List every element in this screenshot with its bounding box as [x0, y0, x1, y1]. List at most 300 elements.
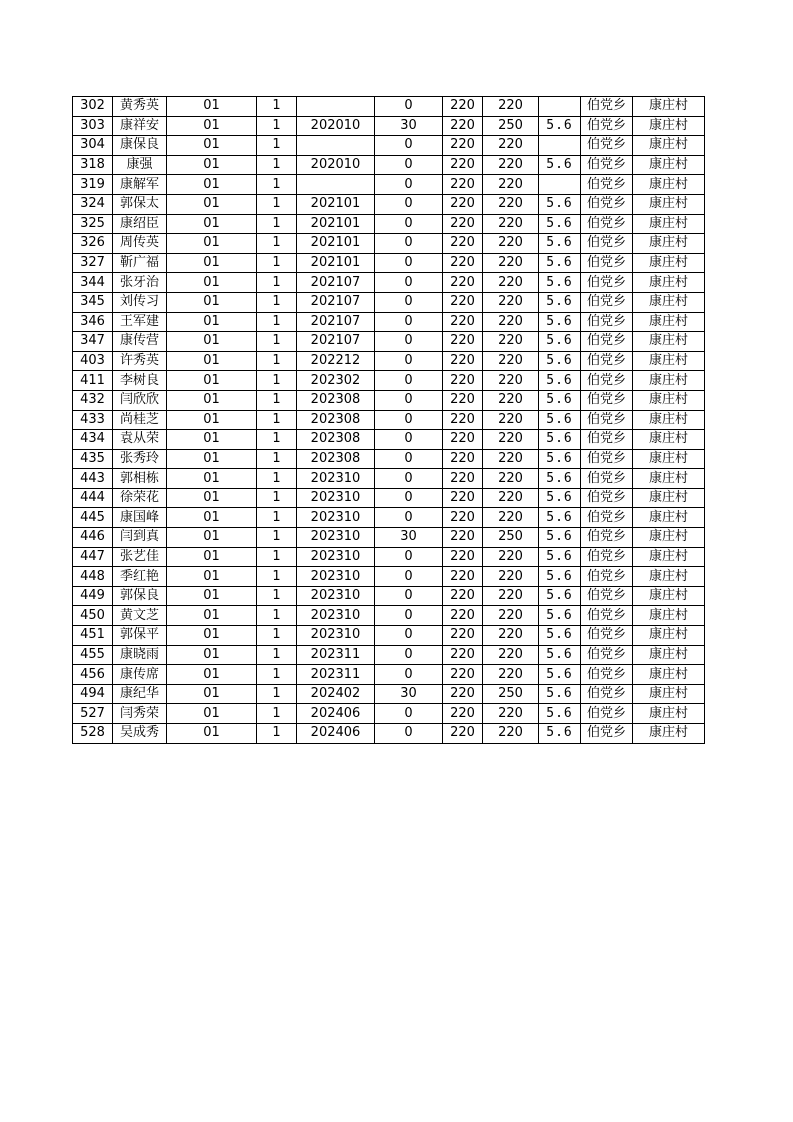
cell-person-name: 张艺佳	[113, 547, 167, 567]
table-body	[73, 97, 705, 744]
cell-base-amount: 220	[443, 351, 483, 371]
cell-person-name: 张牙治	[113, 273, 167, 293]
cell-row-number: 455	[73, 645, 113, 665]
cell-row-number: 444	[73, 488, 113, 508]
cell-base-amount: 220	[443, 136, 483, 156]
cell-village: 康庄村	[633, 253, 705, 273]
cell-rate: 5.6	[539, 194, 581, 214]
cell-village: 康庄村	[633, 567, 705, 587]
cell-extra-amount: 0	[375, 430, 443, 450]
cell-rate: 5.6	[539, 116, 581, 136]
cell-township: 伯党乡	[581, 234, 633, 254]
table-row	[73, 155, 705, 175]
cell-person-name: 康祥安	[113, 116, 167, 136]
cell-township: 伯党乡	[581, 332, 633, 352]
cell-start-month: 202101	[297, 234, 375, 254]
cell-township: 伯党乡	[581, 547, 633, 567]
cell-village: 康庄村	[633, 528, 705, 548]
cell-township: 伯党乡	[581, 586, 633, 606]
cell-count: 1	[257, 371, 297, 391]
cell-start-month	[297, 175, 375, 195]
cell-rate: 5.6	[539, 528, 581, 548]
table-row	[73, 704, 705, 724]
cell-extra-amount: 0	[375, 97, 443, 117]
cell-row-number: 403	[73, 351, 113, 371]
cell-total-amount: 220	[483, 312, 539, 332]
cell-count: 1	[257, 194, 297, 214]
cell-base-amount: 220	[443, 292, 483, 312]
table-row	[73, 175, 705, 195]
cell-count: 1	[257, 175, 297, 195]
cell-count: 1	[257, 724, 297, 744]
cell-count: 1	[257, 469, 297, 489]
cell-category-code: 01	[167, 508, 257, 528]
cell-township: 伯党乡	[581, 626, 633, 646]
cell-person-name: 刘传习	[113, 292, 167, 312]
cell-count: 1	[257, 704, 297, 724]
cell-township: 伯党乡	[581, 371, 633, 391]
cell-extra-amount: 0	[375, 155, 443, 175]
cell-category-code: 01	[167, 626, 257, 646]
cell-row-number: 448	[73, 567, 113, 587]
cell-base-amount: 220	[443, 155, 483, 175]
cell-base-amount: 220	[443, 175, 483, 195]
cell-base-amount: 220	[443, 469, 483, 489]
cell-township: 伯党乡	[581, 430, 633, 450]
cell-row-number: 318	[73, 155, 113, 175]
cell-extra-amount: 0	[375, 390, 443, 410]
cell-township: 伯党乡	[581, 155, 633, 175]
table-row	[73, 253, 705, 273]
cell-count: 1	[257, 547, 297, 567]
cell-person-name: 郭保太	[113, 194, 167, 214]
table-row	[73, 136, 705, 156]
cell-village: 康庄村	[633, 449, 705, 469]
cell-count: 1	[257, 606, 297, 626]
cell-row-number: 446	[73, 528, 113, 548]
cell-count: 1	[257, 155, 297, 175]
cell-category-code: 01	[167, 234, 257, 254]
cell-extra-amount: 0	[375, 371, 443, 391]
cell-row-number: 456	[73, 665, 113, 685]
cell-township: 伯党乡	[581, 469, 633, 489]
cell-base-amount: 220	[443, 234, 483, 254]
cell-rate: 5.6	[539, 469, 581, 489]
cell-rate: 5.6	[539, 606, 581, 626]
cell-count: 1	[257, 390, 297, 410]
cell-start-month: 202308	[297, 390, 375, 410]
cell-start-month: 202107	[297, 292, 375, 312]
cell-start-month: 202402	[297, 684, 375, 704]
cell-count: 1	[257, 97, 297, 117]
cell-count: 1	[257, 645, 297, 665]
cell-township: 伯党乡	[581, 253, 633, 273]
cell-base-amount: 220	[443, 508, 483, 528]
cell-count: 1	[257, 488, 297, 508]
cell-extra-amount: 0	[375, 194, 443, 214]
cell-start-month: 202101	[297, 253, 375, 273]
cell-village: 康庄村	[633, 547, 705, 567]
cell-count: 1	[257, 116, 297, 136]
cell-start-month: 202107	[297, 312, 375, 332]
cell-total-amount: 220	[483, 175, 539, 195]
cell-total-amount: 220	[483, 292, 539, 312]
cell-rate: 5.6	[539, 292, 581, 312]
cell-village: 康庄村	[633, 214, 705, 234]
cell-base-amount: 220	[443, 312, 483, 332]
cell-total-amount: 220	[483, 273, 539, 293]
cell-total-amount: 220	[483, 214, 539, 234]
cell-row-number: 435	[73, 449, 113, 469]
table-row	[73, 528, 705, 548]
cell-base-amount: 220	[443, 390, 483, 410]
cell-township: 伯党乡	[581, 97, 633, 117]
cell-total-amount: 220	[483, 645, 539, 665]
cell-person-name: 康传席	[113, 665, 167, 685]
cell-rate: 5.6	[539, 332, 581, 352]
cell-township: 伯党乡	[581, 449, 633, 469]
cell-extra-amount: 0	[375, 214, 443, 234]
table-row	[73, 626, 705, 646]
table-row	[73, 312, 705, 332]
cell-total-amount: 250	[483, 116, 539, 136]
cell-total-amount: 220	[483, 665, 539, 685]
cell-count: 1	[257, 665, 297, 685]
cell-start-month: 202310	[297, 547, 375, 567]
cell-category-code: 01	[167, 97, 257, 117]
cell-village: 康庄村	[633, 704, 705, 724]
table-row	[73, 724, 705, 744]
cell-extra-amount: 0	[375, 273, 443, 293]
cell-count: 1	[257, 351, 297, 371]
cell-category-code: 01	[167, 194, 257, 214]
cell-village: 康庄村	[633, 97, 705, 117]
cell-person-name: 郭保良	[113, 586, 167, 606]
cell-category-code: 01	[167, 273, 257, 293]
cell-township: 伯党乡	[581, 410, 633, 430]
cell-count: 1	[257, 528, 297, 548]
cell-category-code: 01	[167, 214, 257, 234]
cell-start-month: 202311	[297, 665, 375, 685]
cell-category-code: 01	[167, 175, 257, 195]
cell-township: 伯党乡	[581, 724, 633, 744]
cell-category-code: 01	[167, 528, 257, 548]
cell-row-number: 433	[73, 410, 113, 430]
cell-extra-amount: 0	[375, 292, 443, 312]
cell-village: 康庄村	[633, 155, 705, 175]
cell-village: 康庄村	[633, 194, 705, 214]
cell-rate: 5.6	[539, 371, 581, 391]
cell-rate: 5.6	[539, 214, 581, 234]
cell-extra-amount: 0	[375, 449, 443, 469]
cell-base-amount: 220	[443, 547, 483, 567]
cell-base-amount: 220	[443, 410, 483, 430]
cell-base-amount: 220	[443, 214, 483, 234]
cell-total-amount: 220	[483, 234, 539, 254]
cell-start-month: 202310	[297, 508, 375, 528]
cell-start-month: 202310	[297, 586, 375, 606]
cell-base-amount: 220	[443, 97, 483, 117]
cell-start-month: 202311	[297, 645, 375, 665]
table-row	[73, 488, 705, 508]
cell-township: 伯党乡	[581, 312, 633, 332]
cell-person-name: 王军建	[113, 312, 167, 332]
cell-extra-amount: 0	[375, 645, 443, 665]
cell-township: 伯党乡	[581, 390, 633, 410]
cell-row-number: 411	[73, 371, 113, 391]
cell-extra-amount: 0	[375, 626, 443, 646]
cell-base-amount: 220	[443, 488, 483, 508]
cell-person-name: 李树良	[113, 371, 167, 391]
cell-row-number: 447	[73, 547, 113, 567]
table-row	[73, 665, 705, 685]
cell-row-number: 432	[73, 390, 113, 410]
cell-category-code: 01	[167, 704, 257, 724]
cell-count: 1	[257, 234, 297, 254]
cell-category-code: 01	[167, 371, 257, 391]
cell-count: 1	[257, 253, 297, 273]
cell-extra-amount: 0	[375, 253, 443, 273]
cell-village: 康庄村	[633, 292, 705, 312]
cell-person-name: 闫欣欣	[113, 390, 167, 410]
cell-person-name: 靳广福	[113, 253, 167, 273]
cell-total-amount: 220	[483, 586, 539, 606]
cell-village: 康庄村	[633, 430, 705, 450]
cell-person-name: 康保良	[113, 136, 167, 156]
cell-row-number: 346	[73, 312, 113, 332]
cell-extra-amount: 0	[375, 332, 443, 352]
cell-rate: 5.6	[539, 724, 581, 744]
cell-category-code: 01	[167, 684, 257, 704]
cell-base-amount: 220	[443, 586, 483, 606]
table-row	[73, 234, 705, 254]
cell-start-month: 202101	[297, 214, 375, 234]
cell-start-month: 202406	[297, 704, 375, 724]
cell-category-code: 01	[167, 155, 257, 175]
cell-person-name: 袁从荣	[113, 430, 167, 450]
cell-village: 康庄村	[633, 116, 705, 136]
cell-person-name: 张秀玲	[113, 449, 167, 469]
cell-row-number: 445	[73, 508, 113, 528]
cell-township: 伯党乡	[581, 214, 633, 234]
cell-village: 康庄村	[633, 234, 705, 254]
cell-rate: 5.6	[539, 253, 581, 273]
cell-village: 康庄村	[633, 273, 705, 293]
cell-person-name: 尚桂芝	[113, 410, 167, 430]
cell-category-code: 01	[167, 332, 257, 352]
table-row	[73, 273, 705, 293]
cell-person-name: 许秀英	[113, 351, 167, 371]
cell-rate: 5.6	[539, 234, 581, 254]
cell-extra-amount: 30	[375, 528, 443, 548]
cell-township: 伯党乡	[581, 273, 633, 293]
cell-township: 伯党乡	[581, 508, 633, 528]
cell-category-code: 01	[167, 116, 257, 136]
cell-category-code: 01	[167, 430, 257, 450]
cell-base-amount: 220	[443, 606, 483, 626]
cell-rate: 5.6	[539, 312, 581, 332]
cell-rate: 5.6	[539, 273, 581, 293]
cell-extra-amount: 0	[375, 508, 443, 528]
cell-person-name: 康绍臣	[113, 214, 167, 234]
cell-base-amount: 220	[443, 645, 483, 665]
cell-start-month: 202310	[297, 567, 375, 587]
cell-base-amount: 220	[443, 194, 483, 214]
cell-base-amount: 220	[443, 449, 483, 469]
cell-extra-amount: 0	[375, 665, 443, 685]
cell-row-number: 449	[73, 586, 113, 606]
cell-row-number: 527	[73, 704, 113, 724]
cell-start-month	[297, 136, 375, 156]
cell-total-amount: 220	[483, 724, 539, 744]
cell-count: 1	[257, 567, 297, 587]
cell-category-code: 01	[167, 724, 257, 744]
cell-extra-amount: 0	[375, 410, 443, 430]
cell-row-number: 345	[73, 292, 113, 312]
table-row	[73, 97, 705, 117]
cell-rate: 5.6	[539, 351, 581, 371]
cell-person-name: 闫到真	[113, 528, 167, 548]
cell-base-amount: 220	[443, 626, 483, 646]
cell-category-code: 01	[167, 312, 257, 332]
cell-category-code: 01	[167, 292, 257, 312]
cell-base-amount: 220	[443, 253, 483, 273]
cell-base-amount: 220	[443, 724, 483, 744]
cell-extra-amount: 0	[375, 724, 443, 744]
cell-total-amount: 220	[483, 547, 539, 567]
cell-rate: 5.6	[539, 410, 581, 430]
cell-township: 伯党乡	[581, 175, 633, 195]
cell-total-amount: 220	[483, 430, 539, 450]
cell-village: 康庄村	[633, 175, 705, 195]
table-row	[73, 430, 705, 450]
cell-count: 1	[257, 586, 297, 606]
cell-rate: 5.6	[539, 430, 581, 450]
cell-category-code: 01	[167, 469, 257, 489]
cell-count: 1	[257, 312, 297, 332]
cell-total-amount: 250	[483, 684, 539, 704]
cell-start-month: 202308	[297, 410, 375, 430]
cell-person-name: 黄文芝	[113, 606, 167, 626]
cell-total-amount: 220	[483, 351, 539, 371]
table-row	[73, 469, 705, 489]
cell-village: 康庄村	[633, 684, 705, 704]
cell-total-amount: 220	[483, 704, 539, 724]
cell-village: 康庄村	[633, 606, 705, 626]
cell-count: 1	[257, 449, 297, 469]
table-row	[73, 351, 705, 371]
cell-row-number: 434	[73, 430, 113, 450]
cell-township: 伯党乡	[581, 292, 633, 312]
cell-category-code: 01	[167, 586, 257, 606]
cell-row-number: 443	[73, 469, 113, 489]
cell-extra-amount: 0	[375, 351, 443, 371]
cell-start-month: 202310	[297, 626, 375, 646]
cell-rate: 5.6	[539, 645, 581, 665]
cell-start-month: 202101	[297, 194, 375, 214]
cell-row-number: 450	[73, 606, 113, 626]
cell-category-code: 01	[167, 665, 257, 685]
cell-total-amount: 220	[483, 626, 539, 646]
cell-person-name: 康传营	[113, 332, 167, 352]
cell-count: 1	[257, 684, 297, 704]
cell-count: 1	[257, 508, 297, 528]
cell-person-name: 郭保平	[113, 626, 167, 646]
cell-category-code: 01	[167, 547, 257, 567]
cell-count: 1	[257, 430, 297, 450]
cell-row-number: 327	[73, 253, 113, 273]
cell-row-number: 303	[73, 116, 113, 136]
cell-village: 康庄村	[633, 136, 705, 156]
cell-base-amount: 220	[443, 430, 483, 450]
cell-row-number: 304	[73, 136, 113, 156]
cell-category-code: 01	[167, 449, 257, 469]
cell-person-name: 吴成秀	[113, 724, 167, 744]
cell-row-number: 325	[73, 214, 113, 234]
table-row	[73, 332, 705, 352]
cell-extra-amount: 0	[375, 567, 443, 587]
cell-extra-amount: 0	[375, 488, 443, 508]
cell-township: 伯党乡	[581, 704, 633, 724]
cell-total-amount: 220	[483, 253, 539, 273]
cell-total-amount: 220	[483, 390, 539, 410]
cell-category-code: 01	[167, 488, 257, 508]
cell-category-code: 01	[167, 390, 257, 410]
cell-township: 伯党乡	[581, 528, 633, 548]
cell-township: 伯党乡	[581, 488, 633, 508]
table-row	[73, 684, 705, 704]
cell-extra-amount: 0	[375, 175, 443, 195]
cell-base-amount: 220	[443, 371, 483, 391]
table-row	[73, 567, 705, 587]
cell-village: 康庄村	[633, 645, 705, 665]
cell-total-amount: 220	[483, 410, 539, 430]
cell-category-code: 01	[167, 645, 257, 665]
cell-row-number: 347	[73, 332, 113, 352]
cell-person-name: 康晓雨	[113, 645, 167, 665]
cell-village: 康庄村	[633, 390, 705, 410]
cell-township: 伯党乡	[581, 116, 633, 136]
cell-start-month: 202107	[297, 332, 375, 352]
cell-rate	[539, 175, 581, 195]
cell-extra-amount: 0	[375, 547, 443, 567]
cell-base-amount: 220	[443, 684, 483, 704]
cell-rate: 5.6	[539, 449, 581, 469]
cell-township: 伯党乡	[581, 665, 633, 685]
table-row	[73, 116, 705, 136]
cell-total-amount: 220	[483, 332, 539, 352]
cell-extra-amount: 0	[375, 469, 443, 489]
cell-category-code: 01	[167, 253, 257, 273]
cell-rate: 5.6	[539, 586, 581, 606]
cell-person-name: 徐荣花	[113, 488, 167, 508]
cell-count: 1	[257, 292, 297, 312]
table-row	[73, 449, 705, 469]
cell-township: 伯党乡	[581, 684, 633, 704]
cell-total-amount: 220	[483, 567, 539, 587]
cell-village: 康庄村	[633, 410, 705, 430]
cell-category-code: 01	[167, 136, 257, 156]
cell-person-name: 郭相栋	[113, 469, 167, 489]
cell-row-number: 319	[73, 175, 113, 195]
cell-rate: 5.6	[539, 547, 581, 567]
cell-count: 1	[257, 214, 297, 234]
cell-extra-amount: 0	[375, 606, 443, 626]
cell-category-code: 01	[167, 606, 257, 626]
cell-row-number: 326	[73, 234, 113, 254]
cell-row-number: 528	[73, 724, 113, 744]
cell-extra-amount: 0	[375, 136, 443, 156]
